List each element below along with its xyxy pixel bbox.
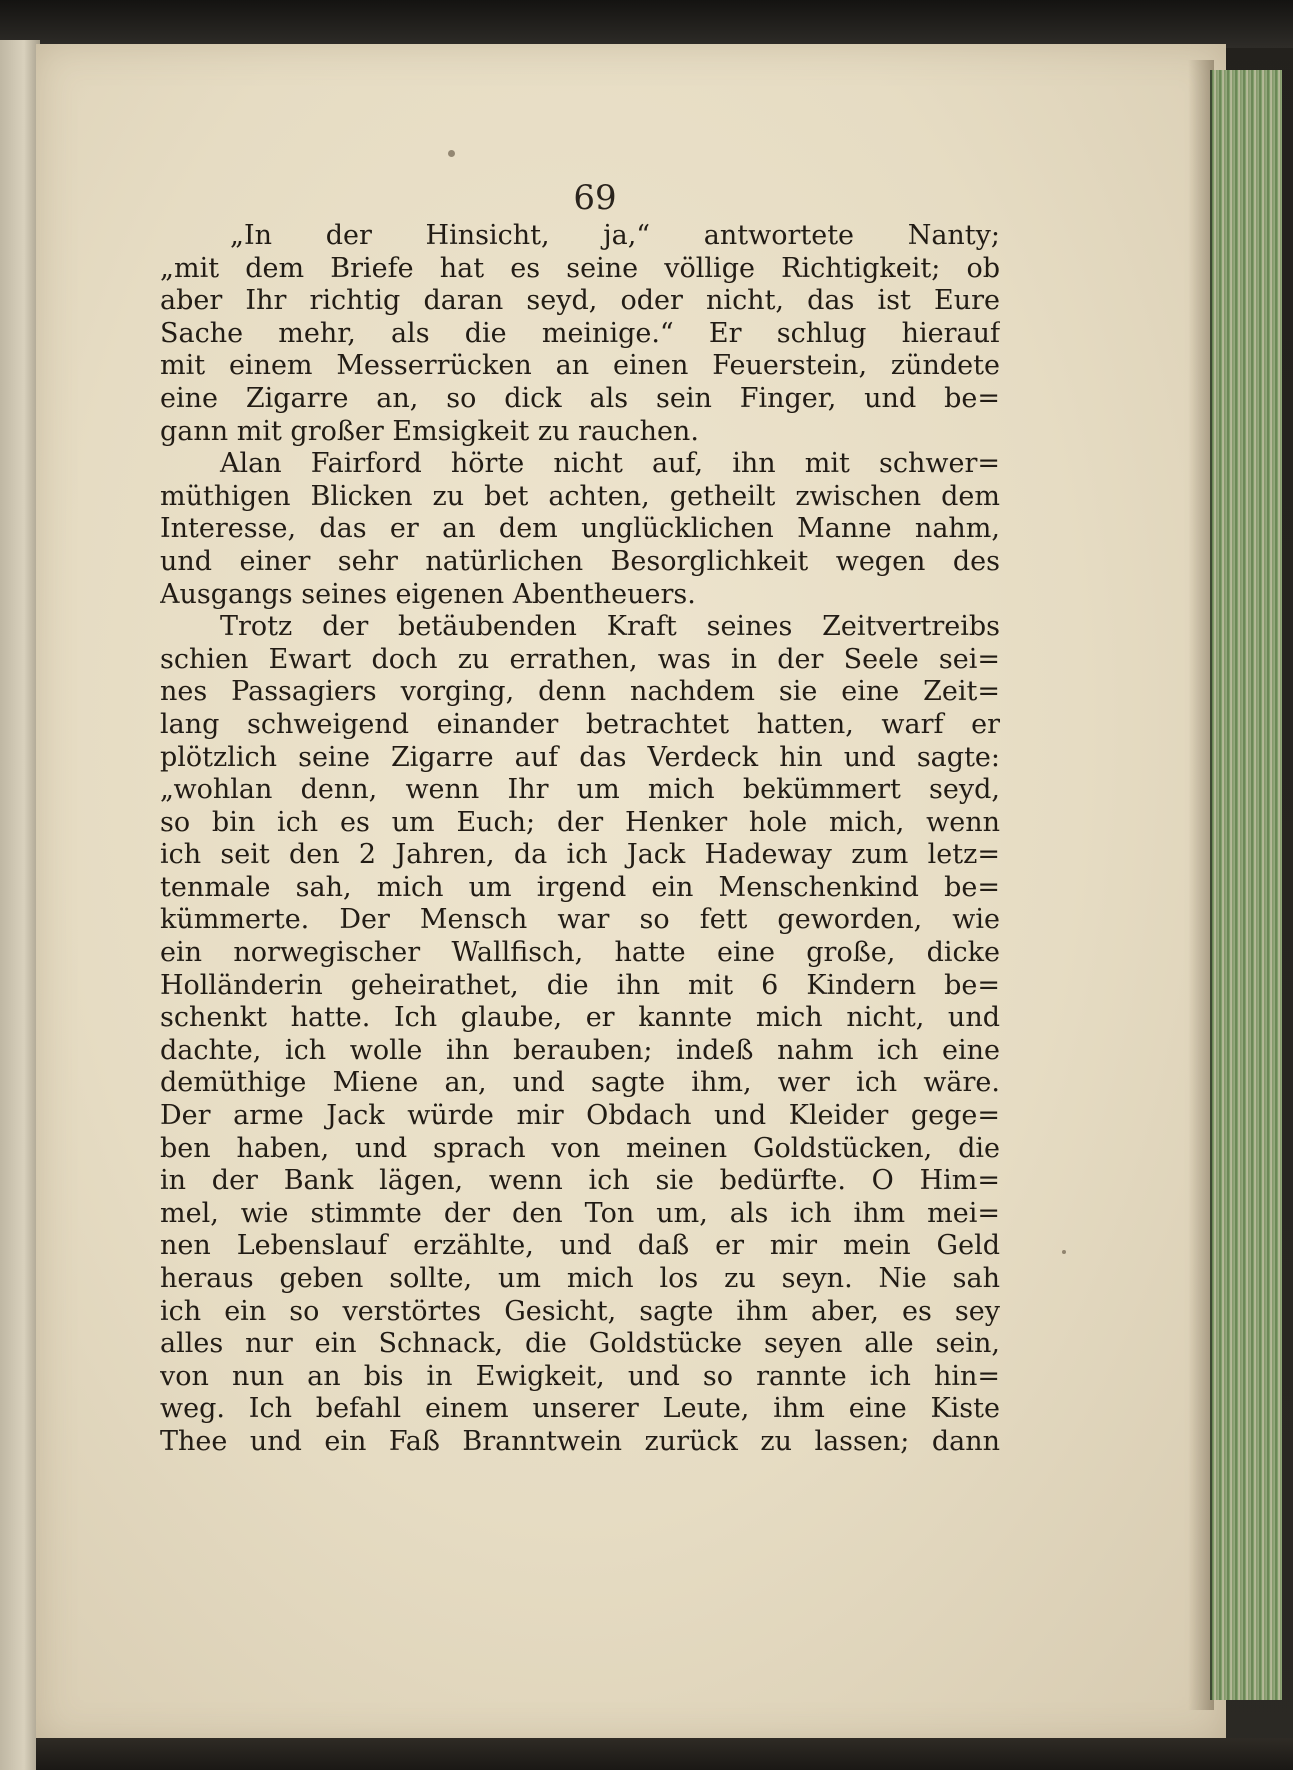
facing-page-edge	[0, 40, 40, 1770]
text-line: ein norwegischer Wallfisch, hatte eine große, dicke	[160, 937, 1000, 969]
text-line: tenmale sah, mich um irgend ein Menschenkind be=	[160, 871, 1000, 903]
text-line: dachte, ich wolle ihn berauben; indeß nahm ich eine	[160, 1034, 1000, 1066]
text-line: Holländerin geheirathet, die ihn mit 6 Kindern be=	[160, 969, 1000, 1001]
text-line: nes Passagiers vorging, denn nachdem sie eine Zeit=	[160, 676, 1000, 708]
text-line: schien Ewart doch zu errathen, was in der Seele sei=	[160, 643, 1000, 675]
text-line: nen Lebenslauf erzählte, und daß er mir mein Geld	[160, 1230, 1000, 1262]
text-line: Ausgangs seines eigenen Abentheuers.	[160, 578, 696, 610]
text-line: ich seit den 2 Jahren, da ich Jack Hadeway zum letz=	[160, 839, 1000, 871]
scan-background-top	[0, 0, 1293, 48]
paper-speck	[448, 150, 455, 157]
text-line: ich ein so verstörtes Gesicht, sagte ihm aber, es sey	[160, 1295, 1000, 1327]
text-line: schenkt hatte. Ich glaube, er kannte mich nicht, und	[160, 1002, 1000, 1034]
text-line: und einer sehr natürlichen Besorglichkeit wegen des	[160, 545, 1000, 577]
text-line: plötzlich seine Zigarre auf das Verdeck hin und sagte:	[160, 741, 1000, 773]
scan-background-bottom	[36, 1738, 1293, 1770]
text-line: demüthige Miene an, und sagte ihm, wer ich wäre.	[160, 1067, 1000, 1099]
text-line: in der Bank lägen, wenn ich sie bedürfte. O Him=	[160, 1165, 1000, 1197]
paper-speck	[1062, 1250, 1066, 1254]
text-line: Interesse, das er an dem unglücklichen Manne nahm,	[160, 513, 1000, 545]
text-line: gann mit großer Emsigkeit zu rauchen.	[160, 415, 699, 447]
text-line: Thee und ein Faß Branntwein zurück zu lassen; dann	[160, 1425, 1000, 1457]
text-line: kümmerte. Der Mensch war so fett geworden, wie	[160, 904, 1000, 936]
text-line: ben haben, und sprach von meinen Goldstücken, die	[160, 1132, 1000, 1164]
text-line: mel, wie stimmte der den Ton um, als ich ihm mei=	[160, 1197, 1000, 1229]
text-line: müthigen Blicken zu bet achten, getheilt zwischen dem	[160, 480, 1000, 512]
text-line: von nun an bis in Ewigkeit, und so rannte ich hin=	[160, 1360, 1000, 1392]
text-line: „In der Hinsicht, ja,“ antwortete Nanty;	[230, 220, 1000, 251]
text-line: „wohlan denn, wenn Ihr um mich bekümmert seyd,	[160, 774, 1000, 806]
text-line: „mit dem Briefe hat es seine völlige Richtigkeit; ob	[160, 252, 1000, 284]
page-block-edges	[1210, 70, 1282, 1700]
text-line: mit einem Messerrücken an einen Feuerstein, zündete	[160, 350, 1000, 382]
text-line: Trotz der betäubenden Kraft seines Zeitvertreibs	[220, 611, 1000, 643]
text-line: alles nur ein Schnack, die Goldstücke seyen alle sein,	[160, 1328, 1000, 1360]
text-line: Sache mehr, als die meinige.“ Er schlug hierauf	[160, 317, 1000, 349]
body-text	[160, 220, 1000, 1459]
page-number: 69	[573, 178, 617, 218]
text-line: aber Ihr richtig daran seyd, oder nicht, das ist Eure	[160, 285, 1000, 317]
text-line: so bin ich es um Euch; der Henker hole mich, wenn	[160, 806, 1000, 838]
text-line: weg. Ich befahl einem unserer Leute, ihm eine Kiste	[160, 1393, 1000, 1425]
text-line: Alan Fairford hörte nicht auf, ihn mit schwer=	[220, 448, 1000, 480]
text-line: heraus geben sollte, um mich los zu seyn. Nie sah	[160, 1263, 1000, 1294]
text-line: eine Zigarre an, so dick als sein Finger, und be=	[160, 382, 1000, 414]
text-line: lang schweigend einander betrachtet hatten, warf er	[160, 708, 1000, 740]
text-line: Der arme Jack würde mir Obdach und Kleider gege=	[160, 1100, 1000, 1132]
